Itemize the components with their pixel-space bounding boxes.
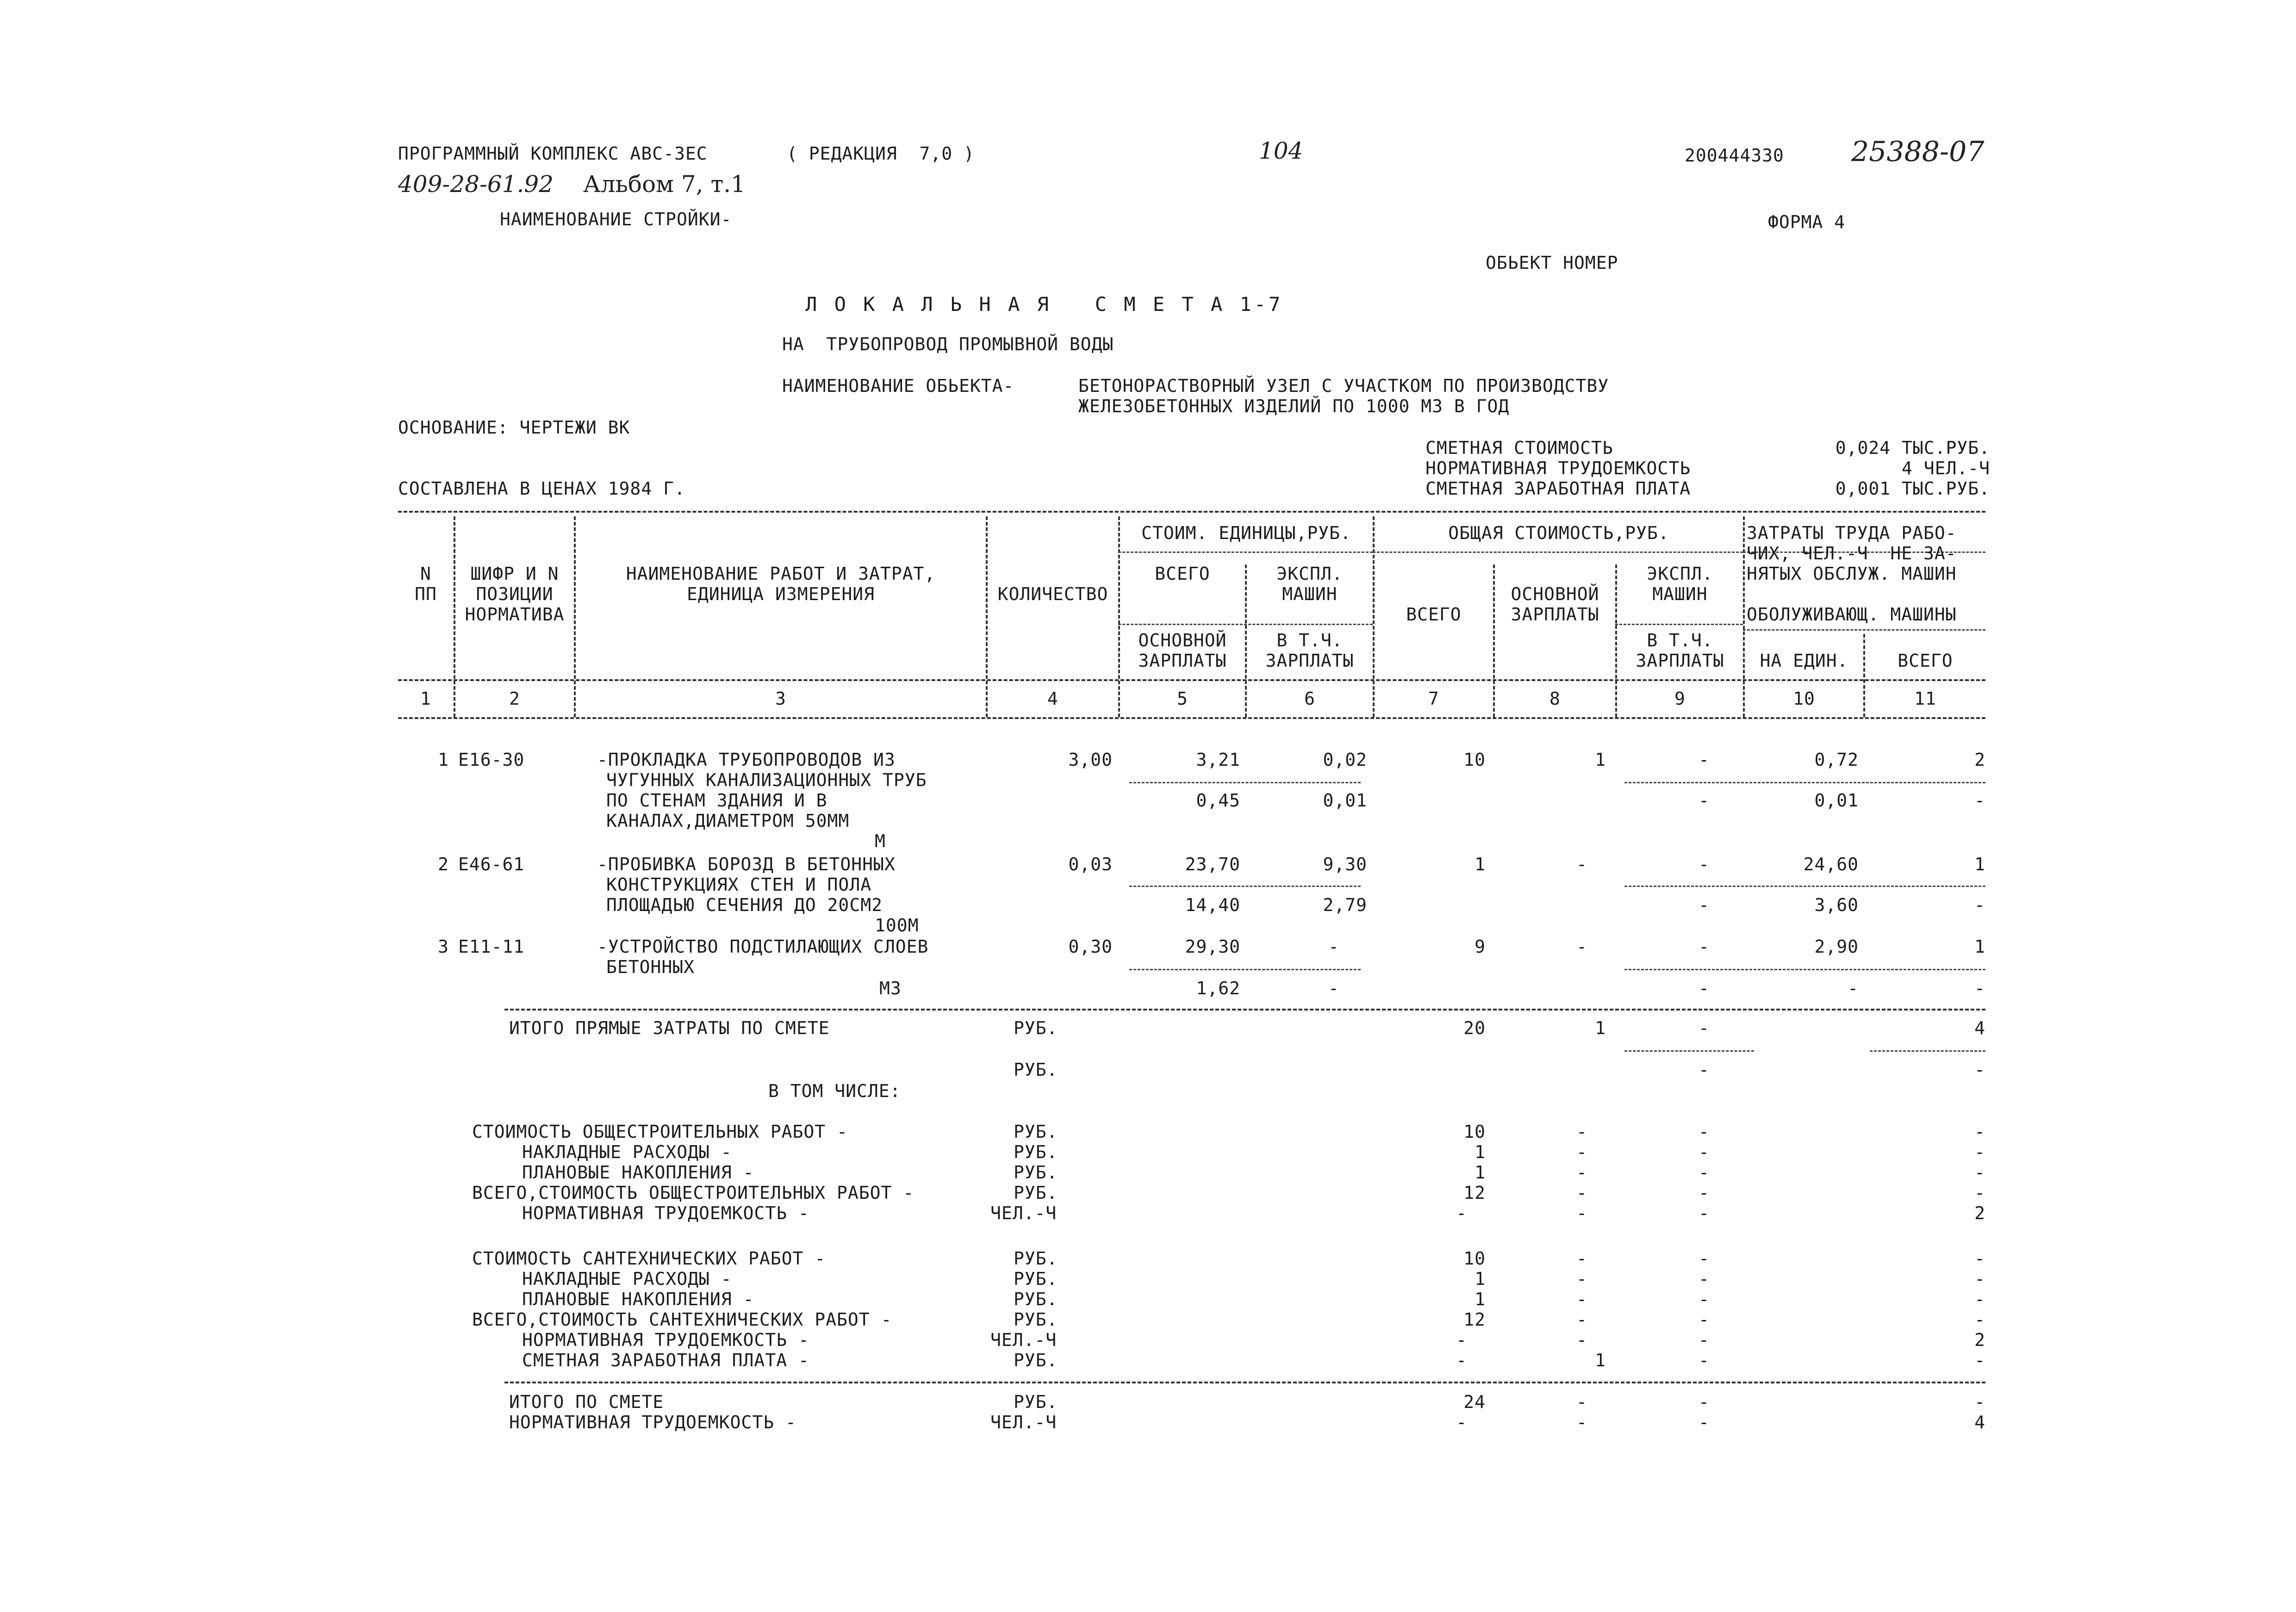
item-1-total: 10 bbox=[1463, 750, 1486, 770]
san-wages-3: - bbox=[1576, 1289, 1587, 1309]
labor-header-4: ОБОЛУЖИВАЮЩ. МАШИНЫ bbox=[1747, 604, 1957, 625]
direct-costs-total: 20 bbox=[1463, 1018, 1486, 1038]
gen-label-5: НОРМАТИВНАЯ ТРУДОЕМКОСТЬ - bbox=[522, 1203, 809, 1223]
labor-header-2: ЧИХ, ЧЕЛ.-Ч НЕ ЗА- bbox=[1747, 543, 1957, 564]
item-2-number: 2 bbox=[438, 854, 449, 874]
gen-machines-3: - bbox=[1699, 1162, 1710, 1183]
unit-cost-wages-header: ОСНОВНОЙ bbox=[1138, 630, 1227, 651]
col-number-9: 9 bbox=[1674, 688, 1686, 709]
object-label: НАИМЕНОВАНИЕ ОБЬЕКТА- bbox=[782, 376, 1014, 396]
total-cost-machines-header-2: МАШИН bbox=[1652, 584, 1708, 604]
san-unit-1: РУБ. bbox=[1014, 1248, 1058, 1269]
item-2-unit-machines: 9,30 bbox=[1323, 854, 1367, 874]
unit-cost-incl-header-2: ЗАРПЛАТЫ bbox=[1265, 651, 1354, 671]
col-qty-header: КОЛИЧЕСТВО bbox=[997, 584, 1108, 604]
item-1-desc-1: -ПРОКЛАДКА ТРУБОПРОВОДОВ ИЗ bbox=[597, 750, 896, 770]
item-2-labor-unit-machines: 3,60 bbox=[1814, 895, 1859, 915]
total-cost-machines-header: ЭКСПЛ. bbox=[1647, 564, 1713, 584]
san-labor-4: - bbox=[1974, 1309, 1985, 1330]
direct-costs-subrule-2 bbox=[1870, 1050, 1985, 1052]
gen-wages-3: - bbox=[1576, 1162, 1587, 1183]
col-code-header: ШИФР И N bbox=[470, 564, 559, 584]
gen-unit-5: ЧЕЛ.-Ч bbox=[990, 1203, 1057, 1223]
san-label-2: НАКЛАДНЫЕ РАСХОДЫ - bbox=[522, 1269, 732, 1289]
direct-costs-machines: - bbox=[1699, 1018, 1710, 1038]
gen-unit-1: РУБ. bbox=[1014, 1122, 1058, 1142]
col-number-5: 5 bbox=[1177, 688, 1188, 709]
final-wages-1: - bbox=[1576, 1392, 1587, 1412]
item-2-desc-2: КОНСТРУКЦИЯХ СТЕН И ПОЛА bbox=[606, 874, 872, 895]
san-labor-2: - bbox=[1974, 1269, 1985, 1289]
gen-total-1: 10 bbox=[1463, 1122, 1486, 1142]
san-machines-1: - bbox=[1699, 1248, 1710, 1269]
final-wages-2: - bbox=[1576, 1412, 1587, 1432]
item-3-total-machines: - bbox=[1699, 936, 1710, 957]
labor-per-unit-header: НА ЕДИН. bbox=[1760, 651, 1848, 671]
item-3-labor-total: 1 bbox=[1974, 936, 1985, 957]
col-n-header: N bbox=[420, 564, 431, 584]
item-2-desc-1: -ПРОБИВКА БОРОЗД В БЕТОННЫХ bbox=[597, 854, 896, 874]
unit-cost-machines-header-2: МАШИН bbox=[1282, 584, 1338, 604]
direct-costs-subrule bbox=[1624, 1050, 1754, 1052]
direct-costs-machine-wages: - bbox=[1699, 1060, 1710, 1080]
col-number-8: 8 bbox=[1549, 688, 1561, 709]
unit-cost-header: СТОИМ. ЕДИНИЦЫ,РУБ. bbox=[1141, 523, 1351, 543]
item-1-desc-4: КАНАЛАХ,ДИАМЕТРОМ 50ММ bbox=[606, 811, 850, 831]
san-machines-3: - bbox=[1699, 1289, 1710, 1309]
total-cost-wages-header-2: ЗАРПЛАТЫ bbox=[1511, 604, 1599, 625]
summary-labor-label: НОРМАТИВНАЯ ТРУДОЕМКОСТЬ bbox=[1425, 458, 1691, 478]
summary-wage-label: СМЕТНАЯ ЗАРАБОТНАЯ ПЛАТА bbox=[1425, 478, 1691, 499]
document-code: 200444330 bbox=[1685, 145, 1784, 166]
col-divider bbox=[1743, 516, 1745, 717]
gen-total-5: - bbox=[1456, 1203, 1467, 1223]
san-unit-5: ЧЕЛ.-Ч bbox=[990, 1330, 1057, 1350]
unit-cost-wages-header-2: ЗАРПЛАТЫ bbox=[1138, 651, 1227, 671]
album-reference: Альбом 7, т.1 bbox=[583, 171, 746, 198]
gen-unit-4: РУБ. bbox=[1014, 1183, 1058, 1203]
item-1-labor-unit-machines: 0,01 bbox=[1814, 790, 1859, 811]
item-2-unit-wages: 14,40 bbox=[1185, 895, 1240, 915]
final-unit-2: ЧЕЛ.-Ч bbox=[990, 1412, 1057, 1432]
item-3-code: Е11-11 bbox=[458, 936, 525, 957]
san-label-1: СТОИМОСТЬ САНТЕХНИЧЕСКИХ РАБОТ - bbox=[472, 1248, 826, 1269]
page-number: 104 bbox=[1259, 137, 1303, 164]
item-1-labor-total-machines: - bbox=[1974, 790, 1985, 811]
item-3-unit-machine-wages: - bbox=[1328, 978, 1339, 998]
final-labor-1: - bbox=[1974, 1392, 1985, 1412]
gen-total-2: 1 bbox=[1475, 1142, 1486, 1162]
gen-label-1: СТОИМОСТЬ ОБЩЕСТРОИТЕЛЬНЫХ РАБОТ - bbox=[472, 1122, 848, 1142]
gen-labor-2: - bbox=[1974, 1142, 1985, 1162]
item-1-unit-machine-wages: 0,01 bbox=[1323, 790, 1367, 811]
col-number-2: 2 bbox=[509, 688, 520, 709]
summary-labor-value: 4 ЧЕЛ.-Ч bbox=[1901, 458, 1990, 478]
san-machines-4: - bbox=[1699, 1309, 1710, 1330]
col-number-4: 4 bbox=[1047, 688, 1058, 709]
san-machines-6: - bbox=[1699, 1350, 1710, 1370]
basis: ОСНОВАНИЕ: ЧЕРТЕЖИ ВК bbox=[398, 417, 630, 438]
final-unit-1: РУБ. bbox=[1014, 1392, 1058, 1412]
san-wages-6: 1 bbox=[1595, 1350, 1606, 1370]
total-cost-subrule bbox=[1373, 552, 1743, 553]
san-labor-6: - bbox=[1974, 1350, 1985, 1370]
item-1-total-machines: - bbox=[1699, 750, 1710, 770]
item-2-qty: 0,03 bbox=[1068, 854, 1113, 874]
direct-costs-labor: 4 bbox=[1974, 1018, 1985, 1038]
gen-machines-5: - bbox=[1699, 1203, 1710, 1223]
san-wages-4: - bbox=[1576, 1309, 1587, 1330]
price-year: СОСТАВЛЕНА В ЦЕНАХ 1984 Г. bbox=[398, 478, 685, 499]
item-1-desc-2: ЧУГУННЫХ КАНАЛИЗАЦИОННЫХ ТРУБ bbox=[606, 770, 927, 790]
item-3-unit: М3 bbox=[879, 978, 902, 998]
item-1-labor-total: 2 bbox=[1974, 750, 1985, 770]
item-2-labor-total: 1 bbox=[1974, 854, 1985, 874]
totals-top-rule bbox=[504, 1009, 1985, 1011]
direct-costs-unit: РУБ. bbox=[1014, 1018, 1058, 1038]
estimate-title: Л О К А Л Ь Н А Я С М Е Т А 1-7 bbox=[805, 293, 1283, 316]
summary-cost-label: СМЕТНАЯ СТОИМОСТЬ bbox=[1425, 438, 1613, 458]
san-wages-5: - bbox=[1576, 1330, 1587, 1350]
gen-total-3: 1 bbox=[1475, 1162, 1486, 1183]
item-2-unit-machine-wages: 2,79 bbox=[1323, 895, 1367, 915]
gen-wages-5: - bbox=[1576, 1203, 1587, 1223]
item-2-unit-cost: 23,70 bbox=[1185, 854, 1240, 874]
total-cost-incl-header: В Т.Ч. bbox=[1647, 630, 1713, 651]
san-wages-1: - bbox=[1576, 1248, 1587, 1269]
total-cost-header: ОБЩАЯ СТОИМОСТЬ,РУБ. bbox=[1448, 523, 1669, 543]
total-cost-incl-header-2: ЗАРПЛАТЫ bbox=[1636, 651, 1724, 671]
header-bottom-rule bbox=[398, 679, 1985, 681]
item-2-code: Е46-61 bbox=[458, 854, 525, 874]
item-3-subrule bbox=[1129, 969, 1361, 970]
final-total-1: 24 bbox=[1463, 1392, 1486, 1412]
col-code-header-3: НОРМАТИВА bbox=[465, 604, 565, 625]
san-total-5: - bbox=[1456, 1330, 1467, 1350]
item-3-qty: 0,30 bbox=[1068, 936, 1113, 957]
san-machines-2: - bbox=[1699, 1269, 1710, 1289]
col-number-1: 1 bbox=[420, 688, 431, 709]
labor-header: ЗАТРАТЫ ТРУДА РАБО- bbox=[1747, 523, 1957, 543]
gen-machines-2: - bbox=[1699, 1142, 1710, 1162]
san-wages-2: - bbox=[1576, 1269, 1587, 1289]
item-3-labor-total-machines: - bbox=[1974, 978, 1985, 998]
direct-costs-unit-2: РУБ. bbox=[1014, 1060, 1058, 1080]
final-labor-2: 4 bbox=[1974, 1412, 1985, 1432]
gen-wages-4: - bbox=[1576, 1183, 1587, 1203]
machines-subrule bbox=[1615, 624, 1743, 625]
direct-costs-label: ИТОГО ПРЯМЫЕ ЗАТРАТЫ ПО СМЕТЕ bbox=[509, 1018, 830, 1038]
object-name-line-2: ЖЕЛЕЗОБЕТОННЫХ ИЗДЕЛИЙ ПО 1000 М3 В ГОД bbox=[1078, 396, 1510, 416]
item-2-total: 1 bbox=[1475, 854, 1486, 874]
san-label-3: ПЛАНОВЫЕ НАКОПЛЕНИЯ - bbox=[522, 1289, 754, 1309]
gen-label-2: НАКЛАДНЫЕ РАСХОДЫ - bbox=[522, 1142, 732, 1162]
item-3-subrule-2 bbox=[1624, 969, 1985, 970]
col-number-10: 10 bbox=[1793, 688, 1815, 709]
item-2-total-machine-wages: - bbox=[1699, 895, 1710, 915]
final-machines-2: - bbox=[1699, 1412, 1710, 1432]
san-label-6: СМЕТНАЯ ЗАРАБОТНАЯ ПЛАТА - bbox=[522, 1350, 809, 1370]
gen-labor-3: - bbox=[1974, 1162, 1985, 1183]
san-labor-1: - bbox=[1974, 1248, 1985, 1269]
san-total-3: 1 bbox=[1475, 1289, 1486, 1309]
san-total-2: 1 bbox=[1475, 1269, 1486, 1289]
san-unit-4: РУБ. bbox=[1014, 1309, 1058, 1330]
construction-label: НАИМЕНОВАНИЕ СТРОЙКИ- bbox=[500, 209, 732, 229]
item-3-unit-cost: 29,30 bbox=[1185, 936, 1240, 957]
san-unit-3: РУБ. bbox=[1014, 1289, 1058, 1309]
san-label-5: НОРМАТИВНАЯ ТРУДОЕМКОСТЬ - bbox=[522, 1330, 809, 1350]
final-label-1: ИТОГО ПО СМЕТЕ bbox=[509, 1392, 664, 1412]
item-2-total-wages: - bbox=[1576, 854, 1587, 874]
item-2-labor-unit: 24,60 bbox=[1803, 854, 1859, 874]
col-name-header: НАИМЕНОВАНИЕ РАБОТ И ЗАТРАТ, bbox=[626, 564, 936, 584]
item-1-qty: 3,00 bbox=[1068, 750, 1113, 770]
summary-wage-value: 0,001 ТЫС.РУБ. bbox=[1835, 478, 1990, 499]
labor-header-3: НЯТЫХ ОБСЛУЖ. МАШИН bbox=[1747, 564, 1957, 584]
col-number-7: 7 bbox=[1428, 688, 1439, 709]
item-2-labor-total-machines: - bbox=[1974, 895, 1985, 915]
final-total-2: - bbox=[1456, 1412, 1467, 1432]
col-n-header-2: ПП bbox=[415, 584, 437, 604]
gen-wages-1: - bbox=[1576, 1122, 1587, 1142]
item-1-unit: М bbox=[875, 831, 886, 851]
labor-subrule-2 bbox=[1743, 629, 1985, 631]
unit-cost-subrule bbox=[1118, 552, 1373, 553]
san-label-4: ВСЕГО,СТОИМОСТЬ САНТЕХНИЧЕСКИХ РАБОТ - bbox=[472, 1309, 892, 1330]
col-name-header-2: ЕДИНИЦА ИЗМЕРЕНИЯ bbox=[687, 584, 875, 604]
gen-labor-4: - bbox=[1974, 1183, 1985, 1203]
gen-label-4: ВСЕГО,СТОИМОСТЬ ОБЩЕСТРОИТЕЛЬНЫХ РАБОТ - bbox=[472, 1183, 915, 1203]
direct-costs-wages: 1 bbox=[1595, 1018, 1606, 1038]
item-3-labor-unit-machines: - bbox=[1848, 978, 1859, 998]
gen-machines-1: - bbox=[1699, 1122, 1710, 1142]
object-number-label: ОБЬЕКТ НОМЕР bbox=[1486, 253, 1618, 273]
unit-cost-incl-header: В Т.Ч. bbox=[1276, 630, 1343, 651]
unit-cost-total-header: ВСЕГО bbox=[1155, 564, 1210, 584]
document-number: 25388-07 bbox=[1851, 136, 1985, 168]
including-label: В ТОМ ЧИСЛЕ: bbox=[768, 1081, 901, 1101]
item-2-unit: 100М bbox=[875, 915, 919, 936]
san-total-1: 10 bbox=[1463, 1248, 1486, 1269]
unit-cost-machines-header: ЭКСПЛ. bbox=[1276, 564, 1343, 584]
item-2-desc-3: ПЛОЩАДЬЮ СЕЧЕНИЯ ДО 20СМ2 bbox=[606, 895, 883, 915]
item-1-code: Е16-30 bbox=[458, 750, 525, 770]
handwritten-reference: 409-28-61.92 bbox=[398, 171, 554, 198]
number-row-rule bbox=[398, 717, 1985, 719]
san-unit-2: РУБ. bbox=[1014, 1269, 1058, 1289]
item-1-subrule bbox=[1129, 782, 1361, 783]
item-1-total-wages: 1 bbox=[1595, 750, 1606, 770]
san-labor-3: - bbox=[1974, 1289, 1985, 1309]
item-3-total-wages: - bbox=[1576, 936, 1587, 957]
col-divider bbox=[1118, 516, 1120, 717]
direct-costs-labor-2: - bbox=[1974, 1060, 1985, 1080]
gen-labor-5: 2 bbox=[1974, 1203, 1985, 1223]
total-cost-wages-header: ОСНОВНОЙ bbox=[1511, 584, 1599, 604]
item-2-total-machines: - bbox=[1699, 854, 1710, 874]
total-cost-all-header: ВСЕГО bbox=[1406, 604, 1462, 625]
san-total-6: - bbox=[1456, 1350, 1467, 1370]
item-1-labor-unit: 0,72 bbox=[1814, 750, 1859, 770]
item-1-desc-3: ПО СТЕНАМ ЗДАНИЯ И В bbox=[606, 790, 828, 811]
estimate-subject: НА ТРУБОПРОВОД ПРОМЫВНОЙ ВОДЫ bbox=[782, 334, 1114, 354]
final-machines-1: - bbox=[1699, 1392, 1710, 1412]
item-2-subrule-2 bbox=[1624, 886, 1985, 887]
form-label: ФОРМА 4 bbox=[1768, 212, 1846, 232]
item-1-unit-machines: 0,02 bbox=[1323, 750, 1367, 770]
object-name-line-1: БЕТОНОРАСТВОРНЫЙ УЗЕЛ С УЧАСТКОМ ПО ПРОИЗВОДСТВУ bbox=[1078, 376, 1609, 396]
item-1-unit-wages: 0,45 bbox=[1196, 790, 1240, 811]
edition: ( РЕДАКЦИЯ 7,0 ) bbox=[787, 143, 975, 164]
item-1-total-machine-wages: - bbox=[1699, 790, 1710, 811]
gen-labor-1: - bbox=[1974, 1122, 1985, 1142]
col-number-3: 3 bbox=[775, 688, 786, 709]
program-name: ПРОГРАММНЫЙ КОМПЛЕКС АВС-3ЕС bbox=[398, 143, 708, 164]
gen-wages-2: - bbox=[1576, 1142, 1587, 1162]
item-3-number: 3 bbox=[438, 936, 449, 957]
item-3-labor-unit: 2,90 bbox=[1814, 936, 1859, 957]
gen-label-3: ПЛАНОВЫЕ НАКОПЛЕНИЯ - bbox=[522, 1162, 754, 1183]
col-divider bbox=[986, 516, 988, 717]
san-unit-6: РУБ. bbox=[1014, 1350, 1058, 1370]
final-label-2: НОРМАТИВНАЯ ТРУДОЕМКОСТЬ - bbox=[509, 1412, 796, 1432]
labor-total-header: ВСЕГО bbox=[1898, 651, 1953, 671]
san-machines-5: - bbox=[1699, 1330, 1710, 1350]
gen-total-4: 12 bbox=[1463, 1183, 1486, 1203]
gen-unit-2: РУБ. bbox=[1014, 1142, 1058, 1162]
item-1-unit-cost: 3,21 bbox=[1196, 750, 1240, 770]
col-number-11: 11 bbox=[1914, 688, 1936, 709]
item-1-number: 1 bbox=[438, 750, 449, 770]
table-top-rule bbox=[398, 511, 1985, 513]
item-3-total-machine-wages: - bbox=[1699, 978, 1710, 998]
gen-unit-3: РУБ. bbox=[1014, 1162, 1058, 1183]
item-3-unit-machines: - bbox=[1328, 936, 1339, 957]
san-labor-5: 2 bbox=[1974, 1330, 1985, 1350]
col-code-header-2: ПОЗИЦИИ bbox=[476, 584, 554, 604]
item-2-subrule bbox=[1129, 886, 1361, 887]
item-3-unit-wages: 1,62 bbox=[1196, 978, 1240, 998]
summary-cost-value: 0,024 ТЫС.РУБ. bbox=[1835, 438, 1990, 458]
gen-machines-4: - bbox=[1699, 1183, 1710, 1203]
item-3-desc-1: -УСТРОЙСТВО ПОДСТИЛАЮЩИХ СЛОЕВ bbox=[597, 936, 929, 957]
san-total-4: 12 bbox=[1463, 1309, 1486, 1330]
final-rule bbox=[504, 1382, 1985, 1383]
item-1-subrule-2 bbox=[1624, 782, 1985, 783]
item-3-desc-2: БЕТОННЫХ bbox=[606, 957, 695, 977]
item-3-total: 9 bbox=[1475, 936, 1486, 957]
col-divider bbox=[574, 516, 576, 717]
col-number-6: 6 bbox=[1304, 688, 1315, 709]
